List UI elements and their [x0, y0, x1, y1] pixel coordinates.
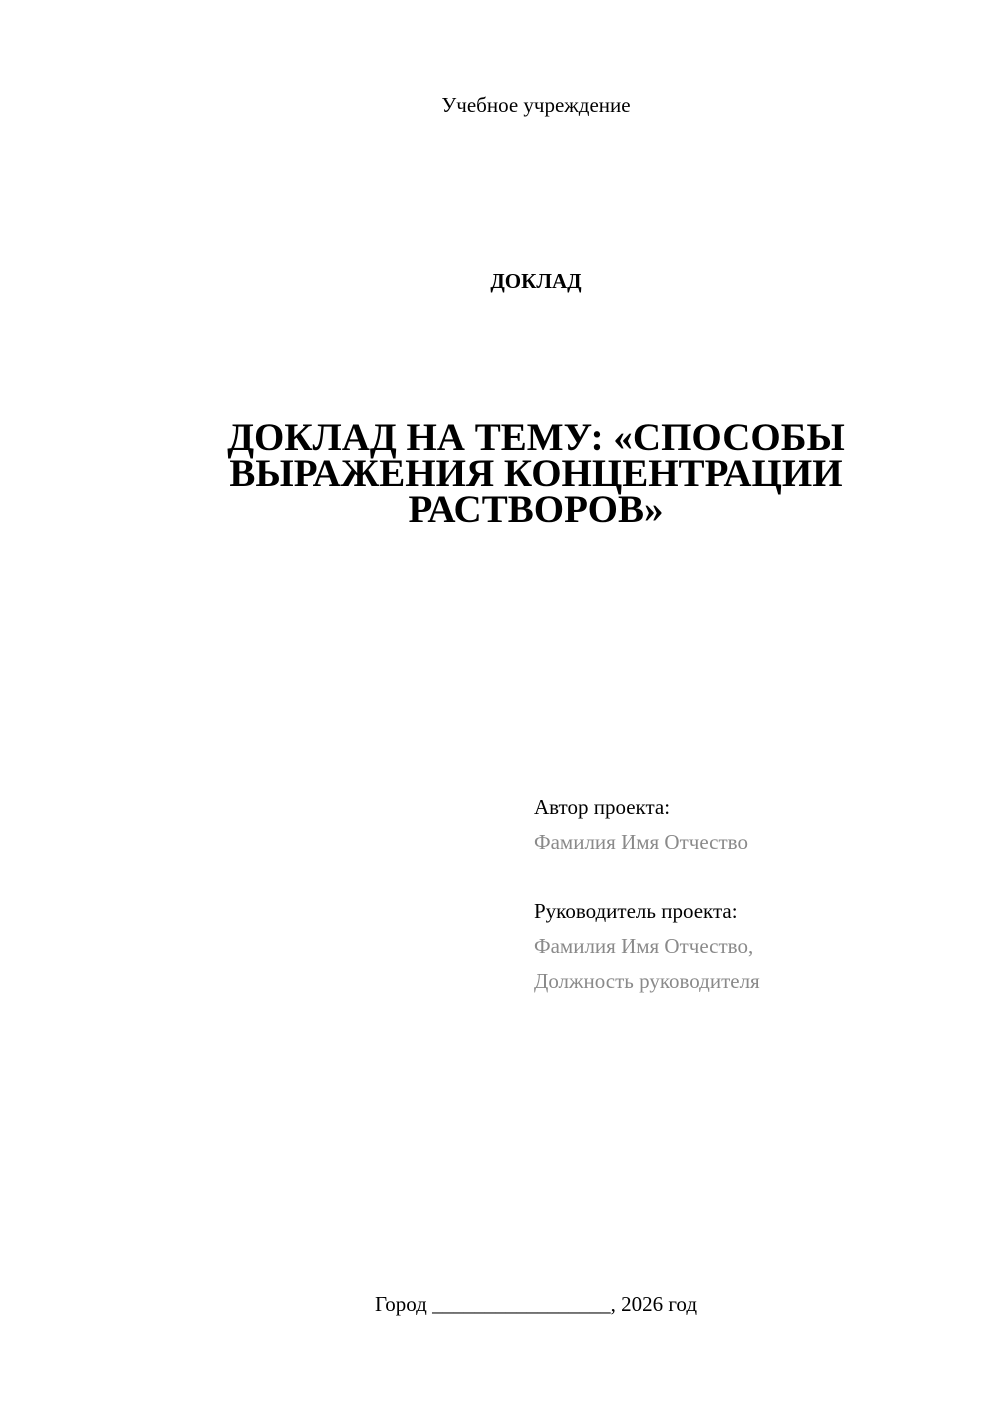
city-year-line: Город _________________, 2026 год	[374, 1292, 698, 1316]
supervisor-label: Руководитель проекта:	[534, 899, 738, 923]
author-label: Автор проекта:	[534, 795, 671, 819]
report-title-line-1: ДОКЛАД НА ТЕМУ: «СПОСОБЫ	[227, 416, 845, 459]
document-type-label: ДОКЛАД	[490, 269, 582, 293]
supervisor-position: Должность руководителя	[534, 969, 760, 993]
credits-block	[534, 790, 974, 999]
supervisor-name: Фамилия Имя Отчество,	[534, 934, 754, 958]
institution-name: Учебное учреждение	[441, 93, 631, 117]
report-title-line-3: РАСТВОРОВ»	[408, 488, 664, 531]
credits-spacer	[534, 860, 974, 894]
report-title-line-2: ВЫРАЖЕНИЯ КОНЦЕНТРАЦИИ	[229, 452, 843, 495]
author-name: Фамилия Имя Отчество	[534, 830, 748, 854]
report-title	[200, 416, 872, 531]
